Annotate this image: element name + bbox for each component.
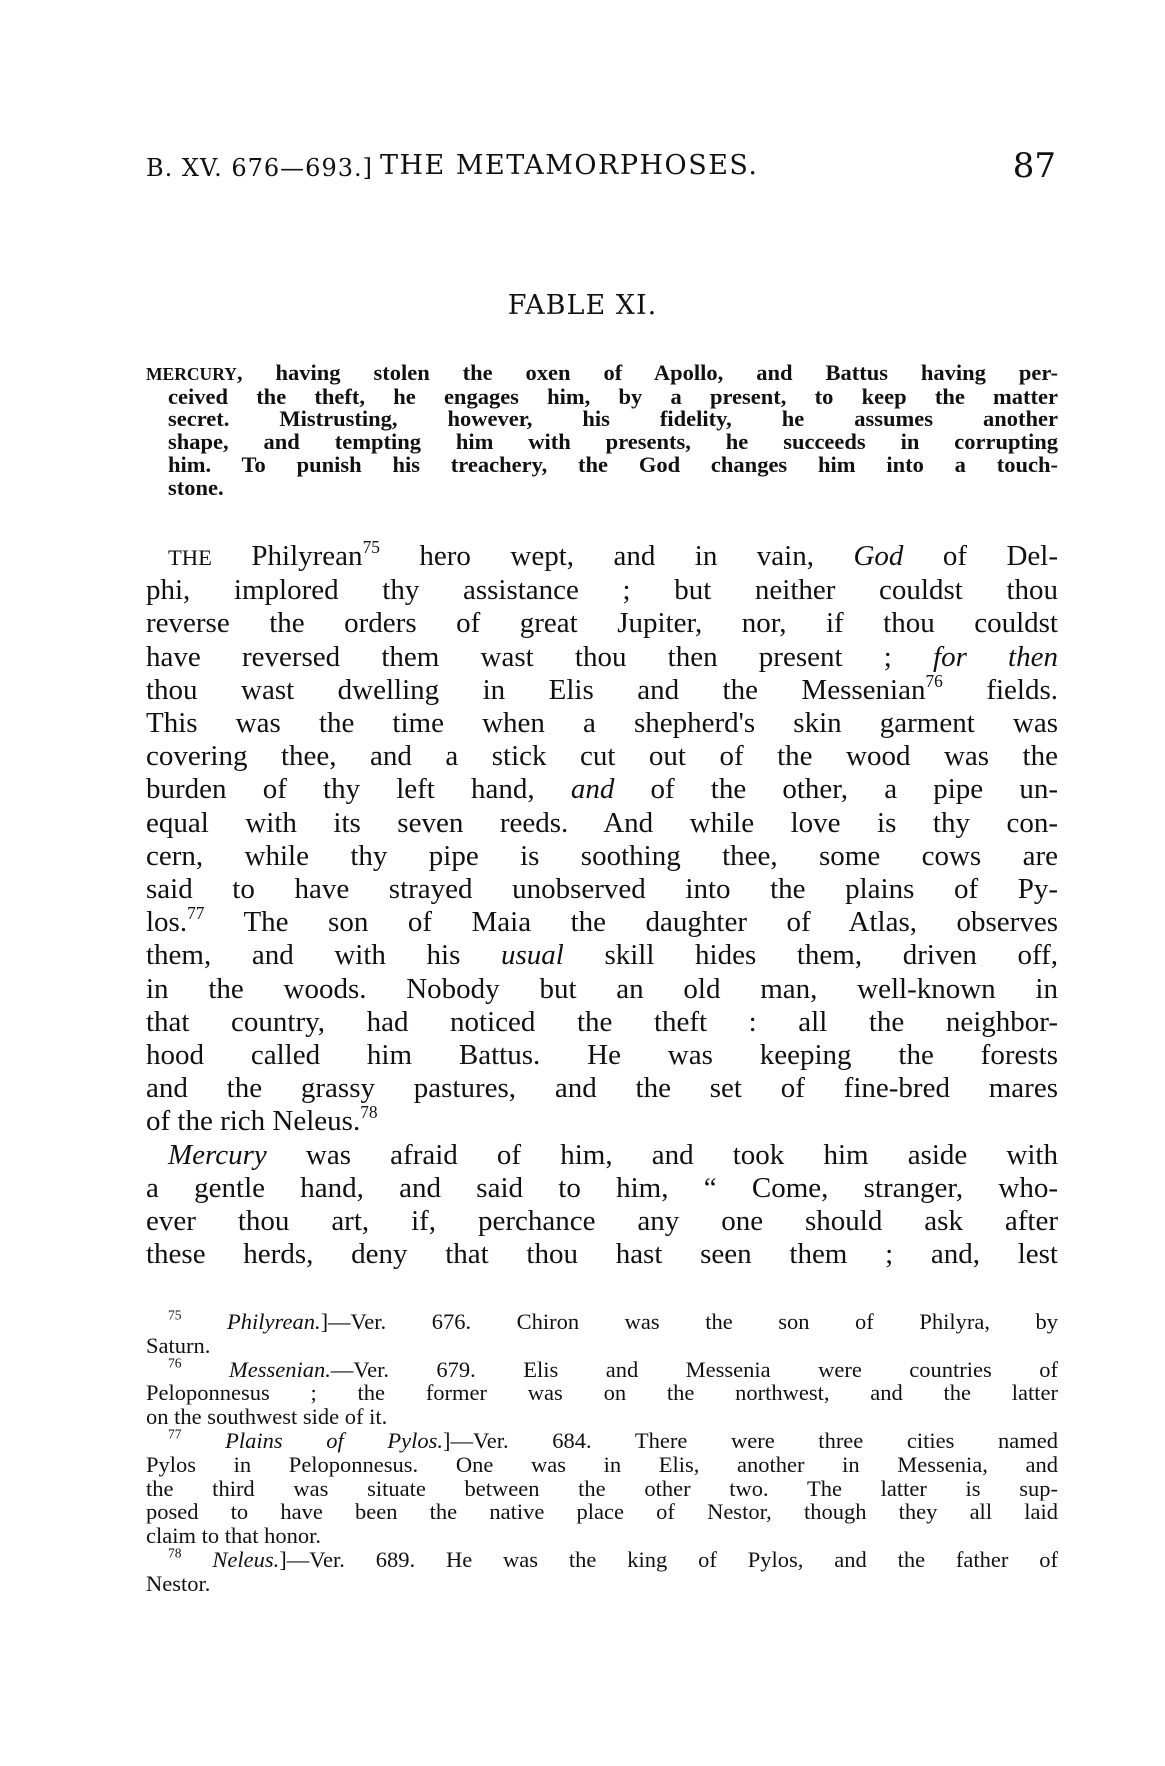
italic-text: for then — [933, 640, 1058, 673]
footnote-ref: 75 — [168, 1307, 182, 1323]
text-run: of the rich Neleus. — [146, 1105, 361, 1138]
text-run: ceived the theft, he engages him, by a present, to keep the matter — [168, 383, 1058, 409]
text-run: of Del- — [903, 540, 1059, 572]
text-run — [182, 1357, 229, 1382]
body-line — [146, 574, 1058, 607]
text-run: los. — [146, 906, 188, 939]
body-line — [146, 1039, 1058, 1072]
italic-text: Plains of Pylos. — [225, 1427, 444, 1453]
body-line — [146, 773, 1058, 806]
body-line — [146, 973, 1058, 1006]
text-run: This was the time when a shepherd's skin garment was — [146, 707, 1058, 740]
body-line — [146, 1102, 1058, 1138]
text-run: secret. Mistrusting, however, his fidelity, he assumes another — [168, 406, 1058, 432]
footnotes-line — [146, 1381, 1058, 1405]
body-line — [146, 873, 1058, 906]
text-run: fields. — [942, 673, 1059, 706]
text-run — [182, 1309, 228, 1334]
text-run: posed to have been the native place of Nestor, though they all laid — [146, 1499, 1058, 1525]
footnotes-line — [146, 1572, 1058, 1596]
summary-line — [146, 408, 1058, 431]
running-header — [146, 146, 1056, 190]
footnote-ref: 78 — [360, 1102, 378, 1123]
footnote-ref: 76 — [925, 670, 943, 691]
footnotes-line — [146, 1500, 1058, 1524]
text-run: that country, had noticed the theft : all the neighbor- — [146, 1005, 1058, 1038]
fable-summary — [146, 362, 1058, 499]
body-line — [146, 807, 1058, 840]
footnotes-line — [146, 1477, 1058, 1501]
body-line — [146, 903, 1058, 939]
footnotes-line — [146, 1453, 1058, 1477]
text-run: MERCURY — [146, 364, 237, 384]
text-run: and the grassy pastures, and the set of fine-bred mares — [146, 1072, 1058, 1105]
summary-line — [146, 383, 1058, 409]
body-line — [146, 1072, 1058, 1105]
footnote-ref: 77 — [187, 903, 205, 924]
body-line — [146, 670, 1059, 707]
italic-text: Messenian. — [228, 1356, 331, 1382]
body-line — [146, 1006, 1058, 1039]
body-text — [146, 536, 1059, 1271]
summary-line — [146, 474, 1058, 500]
footnotes-line — [146, 1334, 1058, 1358]
footnotes-line — [146, 1405, 1058, 1429]
body-line — [146, 1172, 1058, 1205]
text-run: , having stolen the oxen of Apollo, and Battus having per- — [236, 360, 1058, 385]
italic-text: usual — [501, 939, 564, 972]
summary-line — [146, 451, 1058, 477]
text-run: ]—Ver. 689. He was the king of Pylos, and the father of — [279, 1546, 1058, 1572]
body-line — [146, 1139, 1058, 1172]
italic-text: Philyrean. — [227, 1309, 321, 1334]
text-run: Saturn. — [146, 1332, 211, 1358]
text-run: burden of thy left hand, — [146, 773, 571, 806]
italic-text: Mercury — [168, 1138, 267, 1171]
footnotes-line — [146, 1545, 1058, 1572]
text-run: ]—Ver. 676. Chiron was the son of Philyra, by — [320, 1309, 1058, 1334]
footnotes — [146, 1307, 1059, 1596]
footnote-ref: 78 — [168, 1545, 182, 1561]
text-run: said to have strayed unobserved into the plains of Py- — [146, 873, 1058, 906]
footnote-ref: 75 — [362, 536, 380, 557]
italic-text: and — [570, 773, 615, 806]
text-run: equal with its seven reeds. And while love is thy con- — [146, 806, 1058, 839]
text-run: hero wept, and in vain, — [379, 540, 854, 572]
footnotes-line — [146, 1524, 1058, 1548]
text-run: The son of Maia the daughter of Atlas, observes — [204, 906, 1058, 939]
text-run: shape, and tempting him with presents, he succeeds in corrupting — [168, 429, 1058, 455]
text-run: these herds, deny that thou hast seen them ; and, lest — [146, 1238, 1058, 1271]
text-run: the third was situate between the other two. The latter is sup- — [146, 1475, 1058, 1501]
text-run: phi, implored thy assistance ; but neither couldst thou — [146, 574, 1058, 607]
footnotes-line — [146, 1426, 1059, 1453]
text-run: claim to that honor. — [146, 1523, 321, 1549]
text-run: on the southwest side of it. — [146, 1404, 388, 1430]
body-line — [146, 740, 1058, 773]
body-line — [146, 1238, 1058, 1271]
text-run: was afraid of him, and took him aside with — [266, 1138, 1058, 1171]
body-line — [146, 536, 1059, 574]
footnotes-line — [146, 1307, 1058, 1334]
text-run: ]—Ver. 684. There were three cities named — [443, 1427, 1059, 1453]
text-run: him. To punish his treachery, the God changes him into a touch- — [168, 451, 1058, 477]
text-run: cern, while thy pipe is soothing thee, some cows are — [146, 839, 1058, 872]
italic-text: God — [853, 540, 904, 572]
text-run: of the other, a pipe un- — [614, 773, 1058, 806]
summary-line — [146, 431, 1058, 454]
footnotes-line — [146, 1355, 1058, 1382]
italic-text: Neleus. — [212, 1546, 280, 1572]
text-run: them, and with his — [146, 939, 501, 972]
text-run: skill hides them, driven off, — [563, 939, 1058, 972]
body-line — [146, 707, 1058, 740]
footnote-ref: 76 — [168, 1355, 182, 1371]
summary-line — [146, 362, 1058, 386]
text-run: Peloponnesus ; the former was on the northwest, and the latter — [146, 1380, 1058, 1406]
text-run — [182, 1547, 213, 1572]
body-line — [146, 641, 1058, 674]
text-run: —Ver. 679. Elis and Messenia were countries of — [330, 1356, 1058, 1382]
text-run: Pylos in Peloponnesus. One was in Elis, another in Messenia, and — [146, 1451, 1058, 1477]
text-run: a gentle hand, and said to him, “ Come, stranger, who- — [146, 1171, 1058, 1204]
text-run: thou wast dwelling in Elis and the Messenian — [146, 673, 926, 706]
text-run: Philyrean — [211, 540, 363, 572]
text-run: reverse the orders of great Jupiter, nor, if thou couldst — [146, 607, 1058, 640]
running-title: THE METAMORPHOSES. — [380, 150, 759, 181]
body-line — [146, 607, 1058, 640]
text-run: Nestor. — [146, 1570, 211, 1596]
page-number: 87 — [1012, 146, 1056, 186]
text-run: THE — [168, 545, 212, 570]
text-run: covering thee, and a stick cut out of the wood was the — [146, 740, 1058, 773]
body-line — [146, 840, 1058, 873]
text-run: hood called him Battus. He was keeping the forests — [146, 1039, 1058, 1072]
text-run: stone. — [168, 474, 224, 500]
text-run: in the woods. Nobody but an old man, well-known in — [146, 972, 1058, 1005]
text-run: have reversed them wast thou then present ; — [146, 640, 934, 673]
text-run — [182, 1428, 226, 1453]
body-line — [146, 1205, 1058, 1238]
fable-title: FABLE XI. — [507, 290, 658, 321]
text-run: ever thou art, if, perchance any one should ask after — [146, 1205, 1058, 1238]
footnote-ref: 77 — [168, 1426, 182, 1442]
body-line — [146, 939, 1058, 972]
book-verse-reference: B. XV. 676—693.] — [146, 154, 373, 182]
